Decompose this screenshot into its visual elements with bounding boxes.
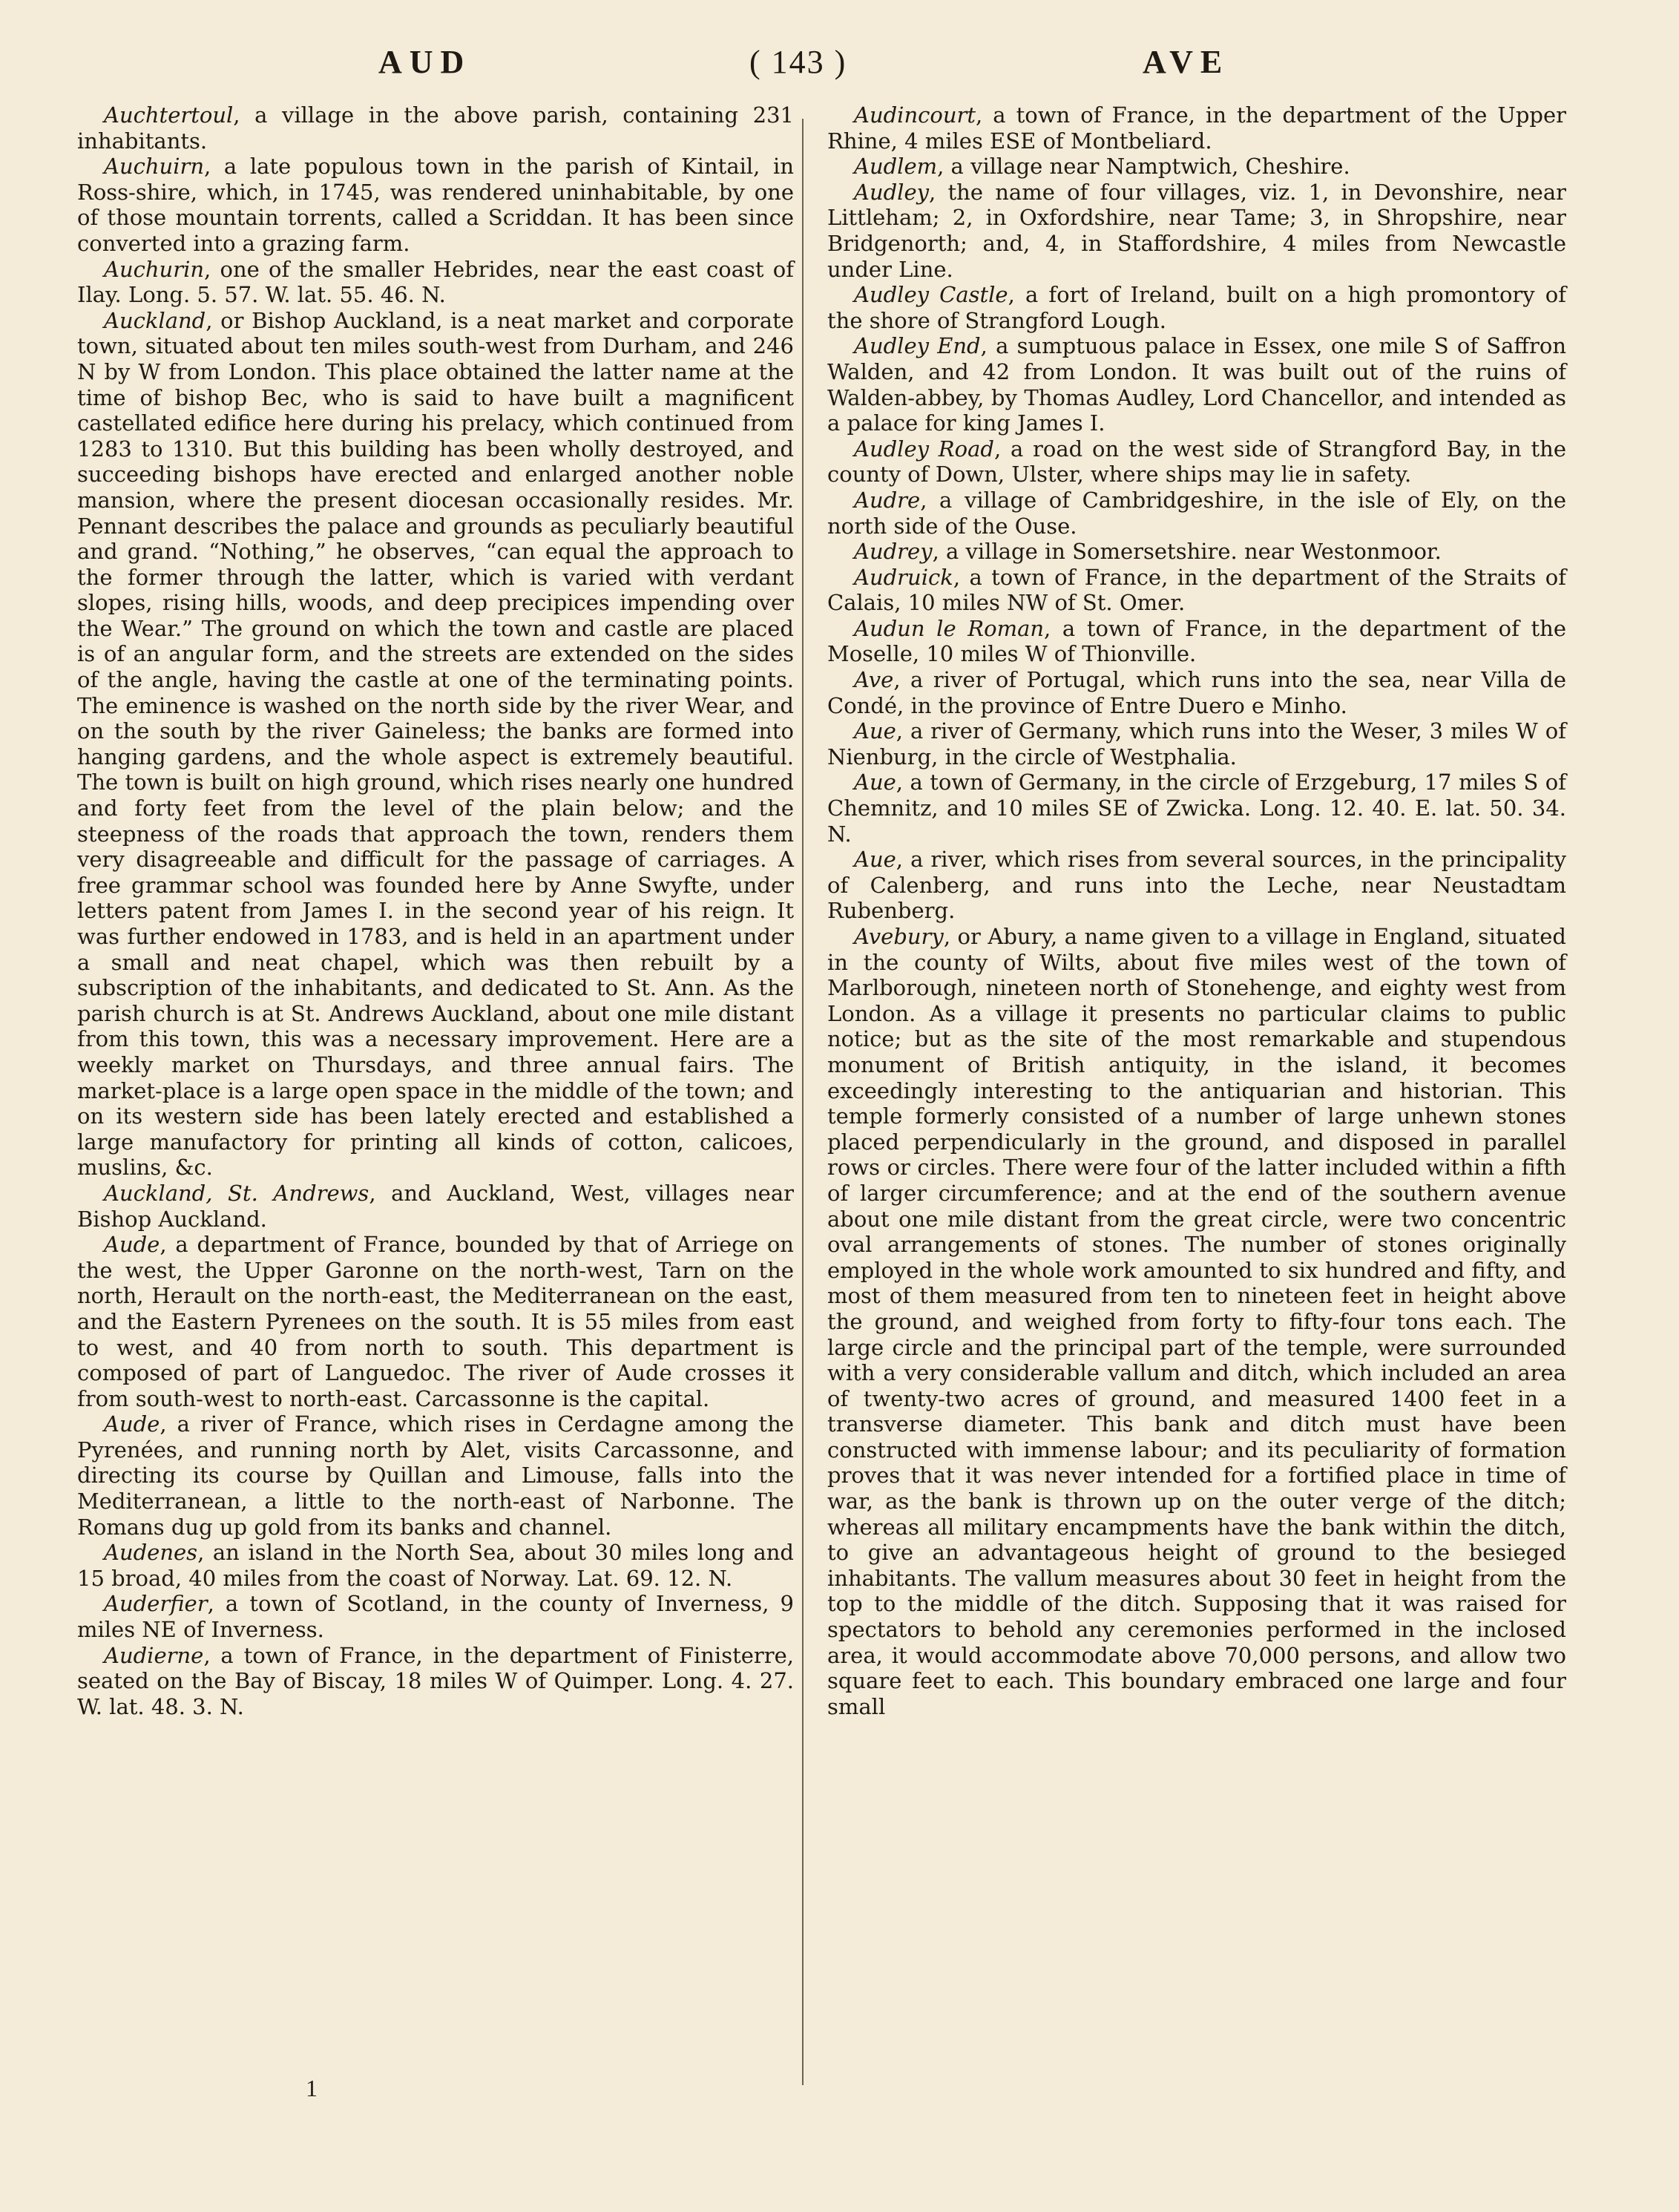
gazetteer-entry xyxy=(827,282,1566,333)
entry-headword: Audun le Roman xyxy=(854,615,1045,641)
entry-headword: Auchtertoul xyxy=(104,102,234,128)
entry-text: , a river of Germany, which runs into the Weser, 3 miles W of Nienburg, in the circle of Westphalia. xyxy=(827,718,1566,769)
entry-headword: Audley xyxy=(854,179,930,205)
entry-text: , a town of France, in the department of the Moselle, 10 miles W of Thionville. xyxy=(827,615,1566,667)
entry-headword: Audley Castle xyxy=(854,282,1008,308)
entry-text: , a town of France, in the department of the Upper Rhine, 4 miles ESE of Montbeliard. xyxy=(827,102,1566,154)
gazetteer-entry xyxy=(827,847,1566,924)
entry-text: , an island in the North Sea, about 30 miles long and 15 broad, 40 miles from the coast of Norway. Lat. 69. 12. N. xyxy=(77,1540,794,1591)
entry-headword: Audley Road xyxy=(854,436,994,462)
gazetteer-entry xyxy=(77,1591,794,1642)
gazetteer-entry xyxy=(827,180,1566,282)
entry-headword: Avebury xyxy=(854,924,944,949)
entry-headword: Aude xyxy=(104,1411,160,1437)
entry-text: , a town of Germany, in the circle of Erzgeburg, 17 miles S of Chemnitz, and 10 miles SE of Zwicka. Long. 12. 40. E. lat. 50. 34. N. xyxy=(827,769,1566,847)
entry-headword: Auckland, St. Andrews xyxy=(104,1180,369,1206)
entry-text: , a town of France, in the department of the Straits of Calais, 10 miles NW of St. Omer. xyxy=(827,564,1566,616)
signature-mark: 1 xyxy=(306,2075,318,2101)
gazetteer-entry xyxy=(827,488,1566,539)
entry-text: , a river of Portugal, which runs into the sea, near Villa de Condé, in the province of Entre Duero e Minho. xyxy=(827,667,1566,718)
entry-headword: Auderfier xyxy=(104,1591,208,1617)
gazetteer-entry xyxy=(827,102,1566,154)
entry-text: , a village in the above parish, containing 231 inhabitants. xyxy=(77,102,794,154)
entry-text: , a town of France, in the department of Finisterre, seated on the Bay of Biscay, 18 miles W of Quimper. Long. 4. 27. W. lat. 48. 3. N. xyxy=(77,1642,794,1719)
column-divider xyxy=(802,119,804,2085)
entry-headword: Audruick xyxy=(854,564,953,590)
entry-headword: Audley End xyxy=(854,333,981,359)
entry-text: , a village near Namptwich, Cheshire. xyxy=(937,154,1350,180)
gazetteer-entry xyxy=(827,154,1566,180)
gazetteer-entry xyxy=(827,539,1566,565)
header-right-guideword: AVE xyxy=(1143,44,1230,80)
entry-text: , a river, which rises from several sources, in the principality of Calenberg, and runs into the Leche, near Neustadtam Rubenberg. xyxy=(827,847,1566,924)
gazetteer-entry xyxy=(827,667,1566,718)
entry-text: , a road on the west side of Strangford Bay, in the county of Down, Ulster, where ships may lie in safety. xyxy=(827,436,1566,488)
gazetteer-entry xyxy=(827,565,1566,616)
entry-headword: Aude xyxy=(104,1232,160,1258)
left-column xyxy=(77,102,794,1719)
gazetteer-entry xyxy=(77,257,794,308)
entry-headword: Aue xyxy=(854,847,896,873)
gazetteer-entry xyxy=(827,718,1566,769)
gazetteer-entry xyxy=(77,102,794,154)
header-left-guideword: AUD xyxy=(378,44,472,80)
gazetteer-entry xyxy=(77,1411,794,1540)
entry-headword: Auchurin xyxy=(104,256,205,282)
entry-text: , a town of Scotland, in the county of Inverness, 9 miles NE of Inverness. xyxy=(77,1591,794,1643)
entry-headword: Aue xyxy=(854,769,896,795)
gazetteer-entry xyxy=(77,154,794,256)
entry-headword: Audierne xyxy=(104,1642,204,1668)
gazetteer-entry xyxy=(77,308,794,1181)
gazetteer-entry xyxy=(77,1643,794,1720)
gazetteer-entry xyxy=(827,924,1566,1719)
entry-text: , the name of four villages, viz. 1, in Devonshire, near Littleham; 2, in Oxfordshire, near Tame; 3, in Shropshire, near Bridgenorth; and, 4, in Staffordshire, 4 miles from Newcastle under Line. xyxy=(827,179,1566,282)
right-column xyxy=(827,102,1566,1719)
entry-text: , and Auckland, West, villages near Bishop Auckland. xyxy=(77,1180,794,1232)
entry-headword: Audenes xyxy=(104,1540,198,1566)
entry-text: , a village of Cambridgeshire, in the isle of Ely, on the north side of the Ouse. xyxy=(827,487,1566,539)
entry-text: , one of the smaller Hebrides, near the east coast of Ilay. Long. 5. 57. W. lat. 55. 46. N. xyxy=(77,256,794,308)
entry-headword: Aue xyxy=(854,718,896,744)
entry-text: , or Abury, a name given to a village in England, situated in the county of Wilts, about five miles west of the town of Marlborough, nineteen north of Stonehenge, and eighty west from London. As a village it presents no particular claims to public notice; but as the site of the most remarkable and stupendous monument of British antiquity, in the island, it becomes exceedingly interesting to the antiquarian and historian. This temple formerly consisted of a number of large unhewn stones placed perpendicularly in the ground, and disposed in parallel rows or circles. There were four of the latter included within a fifth of larger circumference; and at the end of the southern avenue about one mile distant from the great circle, were two concentric oval arrangements of stones. The number of stones originally employed in the whole work amounted to six hundred and fifty, and most of them measured from ten to nineteen feet in height above the ground, and weighed from forty to fifty-four tons each. The large circle and the principal part of the temple, were surrounded with a very considerable vallum and ditch, which included an area of twenty-two acres of ground, and measured 1400 feet in a transverse diameter. This bank and ditch must have been constructed with immense labour; and its peculiarity of formation proves that it was never intended for a fortified place in time of war, as the bank is thrown up on the outer verge of the ditch; whereas all military encampments have the bank within the ditch, to give an advantageous height of ground to the besieged inhabitants. The vallum measures about 30 feet in height from the top to the middle of the ditch. Supposing that it was raised for spectators to behold any ceremonies performed in the inclosed area, it would accommodate above 70,000 persons, and allow two square feet to each. This boundary embraced one large and four small xyxy=(827,924,1566,1719)
gazetteer-entry xyxy=(77,1540,794,1591)
gazetteer-entry xyxy=(77,1232,794,1411)
page-number: ( 143 ) xyxy=(749,44,847,80)
entry-headword: Audre xyxy=(854,487,921,513)
entry-text: , a village in Somersetshire. near Westonmoor. xyxy=(932,539,1442,565)
entry-headword: Auchuirn xyxy=(104,154,205,180)
entry-headword: Audincourt xyxy=(854,102,976,128)
entry-headword: Ave xyxy=(854,667,894,693)
entry-text: , a river of France, which rises in Cerdagne among the Pyrenées, and running north by Alet, visits Carcassonne, and directing its course by Quillan and Limouse, falls into the Mediterranean, a little to the north-east of Narbonne. The Romans dug up gold from its banks and channel. xyxy=(77,1411,794,1540)
gazetteer-entry xyxy=(827,333,1566,436)
entry-text: , a department of France, bounded by that of Arriege on the west, the Upper Garonne on the north-west, Tarn on the north, Herault on the north-east, the Mediterranean on the east, and the Eastern Pyrenees on the south. It is 55 miles from east to west, and 40 from north to south. This department is composed of part of Languedoc. The river of Aude crosses it from south-west to north-east. Carcassonne is the capital. xyxy=(77,1232,794,1411)
entry-text: , a late populous town in the parish of Kintail, in Ross-shire, which, in 1745, was rendered uninhabitable, by one of those mountain torrents, called a Scriddan. It has been since converted into a grazing farm. xyxy=(77,154,794,256)
entry-text: , a sumptuous palace in Essex, one mile S of Saffron Walden, and 42 from London. It was built out of the ruins of Walden-abbey, by Thomas Audley, Lord Chancellor, and intended as a palace for king James I. xyxy=(827,333,1567,436)
entry-headword: Audrey xyxy=(854,539,933,565)
gazetteer-entry xyxy=(827,436,1566,488)
entry-text: , or Bishop Auckland, is a neat market and corporate town, situated about ten miles south-west from Durham, and 246 N by W from London. This place obtained the latter name at the time of bishop Bec, who is said to have built a magnificent castellated edifice here during his prelacy, which continued from 1283 to 1310. But this building has been wholly destroyed, and succeeding bishops have erected and enlarged another noble mansion, where the present diocesan occasionally resides. Mr. Pennant describes the palace and grounds as peculiarly beautiful and grand. “Nothing,” he observes, “can equal the approach to the former through the latter, which is varied with verdant slopes, rising hills, woods, and deep precipices impending over the Wear.” The ground on which the town and castle are placed is of an angular form, and the streets are extended on the sides of the angle, having the castle at one of the terminating points. The eminence is washed on the north side by the river Wear, and on the south by the river Gaineless; the banks are formed into hanging gardens, and the whole aspect is extremely beautiful. The town is built on high ground, which rises nearly one hundred and forty feet from the level of the plain below; and the steepness of the roads that approach the town, renders them very disagreeable and difficult for the passage of carriages. A free grammar school was founded here by Anne Swyfte, under letters patent from James I. in the second year of his reign. It was further endowed in 1783, and is held in an apartment under a small and neat chapel, which was then rebuilt by a subscription of the inhabitants, and dedicated to St. Ann. As the parish church is at St. Andrews Auckland, about one mile distant from this town, this was a necessary improvement. Here are a weekly market on Thursdays, and three annual fairs. The market-place is a large open space in the middle of the town; and on its western side has been lately erected and established a large manufactory for printing all kinds of cotton, calicoes, muslins, &c. xyxy=(77,307,794,1181)
gazetteer-entry xyxy=(827,616,1566,667)
gazetteer-entry xyxy=(77,1181,794,1232)
entry-headword: Audlem xyxy=(854,154,938,180)
entry-text: , a fort of Ireland, built on a high promontory of the shore of Strangford Lough. xyxy=(827,282,1566,333)
entry-headword: Auckland xyxy=(104,307,206,333)
running-header xyxy=(104,43,1580,88)
gazetteer-entry xyxy=(827,769,1566,847)
